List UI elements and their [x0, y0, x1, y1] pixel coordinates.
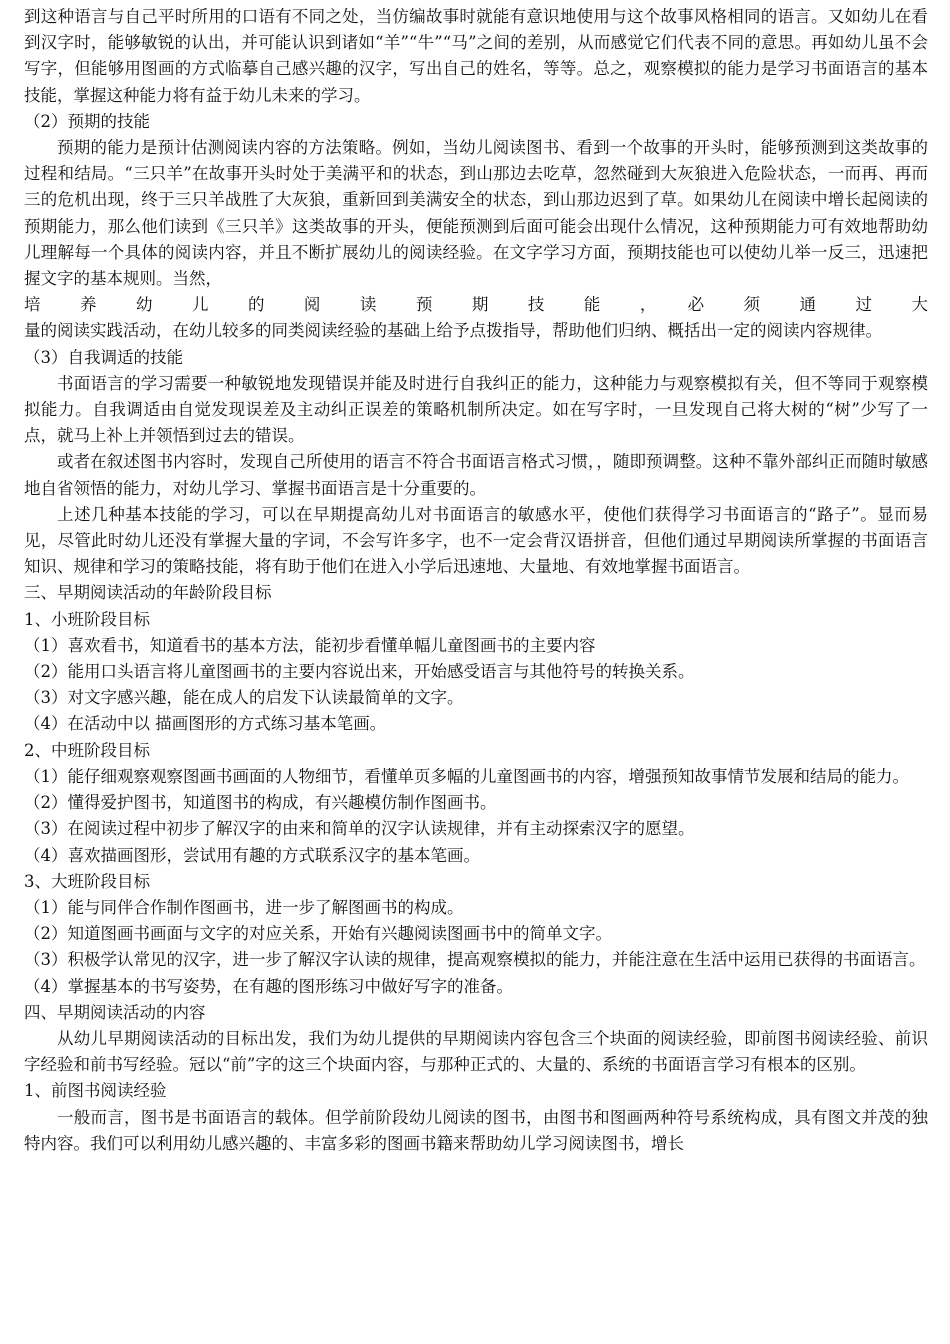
list-item-small-1: （1）喜欢看书，知道看书的基本方法，能初步看懂单幅儿童图画书的主要内容: [24, 635, 596, 655]
list-item-large-4: （4）掌握基本的书写姿势，在有趣的图形练习中做好写字的准备。: [24, 976, 513, 996]
list-item-middle-2: （2）懂得爱护图书，知道图书的构成，有兴趣模仿制作图画书。: [24, 793, 497, 813]
list-item-small-2: （2）能用口头语言将儿童图画书的主要内容说出来，开始感受语言与其他符号的转换关系。: [24, 662, 695, 682]
paragraph-predict-c: 量的阅读实践活动，在幼儿较多的同类阅读经验的基础上给予点拨指导，帮助他们归纳、概括出一定的阅读内容规律。: [24, 321, 882, 341]
paragraph-adjust-2: 或者在叙述图书内容时，发现自己所使用的语言不符合书面语言格式习惯，，随即预调整。这种不靠外部纠正而随时敏感地自省领悟的能力，对幼儿学习、掌握书面语言是十分重要的。: [24, 452, 928, 498]
heading-large-class: 3、大班阶段目标: [24, 871, 150, 891]
list-item-middle-1: （1）能仔细观察观察图画书画面的人物细节，看懂单页多幅的儿童图画书的内容，增强预知故事情节发展和结局的能力。: [24, 766, 909, 786]
list-item-small-4: （4）在活动中以 描画图形的方式练习基本笔画。: [24, 714, 387, 734]
paragraph-intro: 到这种语言与自己平时所用的口语有不同之处，当仿编故事时就能有意识地使用与这个故事风格相同的语言。又如幼儿在看到汉字时，能够敏锐的认出，并可能认识到诸如“羊”“牛”“马”之间的差别，从而感觉它们代表不同的意思。再如幼儿虽不会写字，但能够用图画的方式临摹自己感兴趣的汉字，写出自己的姓名，等等。总之，观察模拟的能力是学习书面语言的基本技能，掌握这种能力将有益于幼儿未来的学习。: [24, 7, 928, 105]
paragraph-pre-book-reading: 一般而言，图书是书面语言的载体。但学前阶段幼儿阅读的图书，由图书和图画两种符号系统构成，具有图文并茂的独特内容。我们可以利用幼儿感兴趣的、丰富多彩的图画书籍来帮助幼儿学习阅读图书，增长: [24, 1107, 928, 1153]
document-page: [24, 4, 928, 1157]
list-item-large-2: （2）知道图画书画面与文字的对应关系，开始有兴趣阅读图画书中的简单文字。: [24, 924, 612, 944]
heading-self-adjust-skill: （3）自我调适的技能: [24, 347, 183, 367]
paragraph-summary: 上述几种基本技能的学习，可以在早期提高幼儿对书面语言的敏感水平，使他们获得学习书面语言的“路子”。显而易见，尽管此时幼儿还没有掌握大量的字词，不会写许多字，也不一定会背汉语拼音，但他们通过早期阅读所掌握的书面语言知识、规律和学习的策略技能，将有助于他们在进入小学后迅速地、大量地、有效地掌握书面语言。: [24, 504, 928, 577]
heading-section-3: 三、早期阅读活动的年龄阶段目标: [24, 583, 272, 603]
heading-pre-book-reading: 1、前图书阅读经验: [24, 1081, 167, 1101]
list-item-small-3: （3）对文字感兴趣，能在成人的启发下认读最简单的文字。: [24, 688, 464, 708]
list-item-middle-3: （3）在阅读过程中初步了解汉字的由来和简单的汉字认读规律，并有主动探索汉字的愿望。: [24, 819, 695, 839]
heading-small-class: 1、小班阶段目标: [24, 609, 150, 629]
heading-middle-class: 2、中班阶段目标: [24, 740, 150, 760]
paragraph-predict-b: 培 养 幼 儿 的 阅 读 预 期 技 能 ， 必 须 通 过 大: [24, 295, 928, 315]
heading-section-4: 四、早期阅读活动的内容: [24, 1002, 206, 1022]
list-item-large-1: （1）能与同伴合作制作图画书，进一步了解图画书的构成。: [24, 897, 464, 917]
paragraph-content: 从幼儿早期阅读活动的目标出发，我们为幼儿提供的早期阅读内容包含三个块面的阅读经验，即前图书阅读经验、前识字经验和前书写经验。冠以“前”字的这三个块面内容，与那种正式的、大量的、系统的书面语言学习有根本的区别。: [24, 1028, 928, 1075]
list-item-large-3: （3）积极学认常见的汉字，进一步了解汉字认读的规律，提高观察模拟的能力，并能注意在生活中运用已获得的书面语言。: [24, 950, 926, 970]
paragraph-predict-a: 预期的能力是预计估测阅读内容的方法策略。例如，当幼儿阅读图书、看到一个故事的开头时，能够预测到这类故事的过程和结局。“三只羊”在故事开头时处于美满平和的状态，到山那边去吃草，忽然碰到大灰狼进入危险状态，一而再、再而三的危机出现，终于三只羊战胜了大灰狼，重新回到美满安全的状态，到山那边迟到了草。如果幼儿在阅读中增长起阅读的预期能力，那么他们读到《三只羊》这类故事的开头，便能预测到后面可能会出现什么情况，这种预期能力可有效地帮助幼儿理解每一个具体的阅读内容，并且不断扩展幼儿的阅读经验。在文字学习方面，预期技能也可以使幼儿举一反三，迅速把握文字的基本规则。当然，: [24, 138, 928, 289]
heading-predict-skill: （2）预期的技能: [24, 111, 150, 131]
list-item-middle-4: （4）喜欢描画图形，尝试用有趣的方式联系汉字的基本笔画。: [24, 845, 480, 865]
paragraph-adjust-1: 书面语言的学习需要一种敏锐地发现错误并能及时进行自我纠正的能力，这种能力与观察模拟有关，但不等同于观察模拟能力。自我调适由自觉发现误差及主动纠正误差的策略机制所决定。如在写字时，一旦发现自己将大树的“树”少写了一点，就马上补上并领悟到过去的错误。: [24, 373, 928, 446]
